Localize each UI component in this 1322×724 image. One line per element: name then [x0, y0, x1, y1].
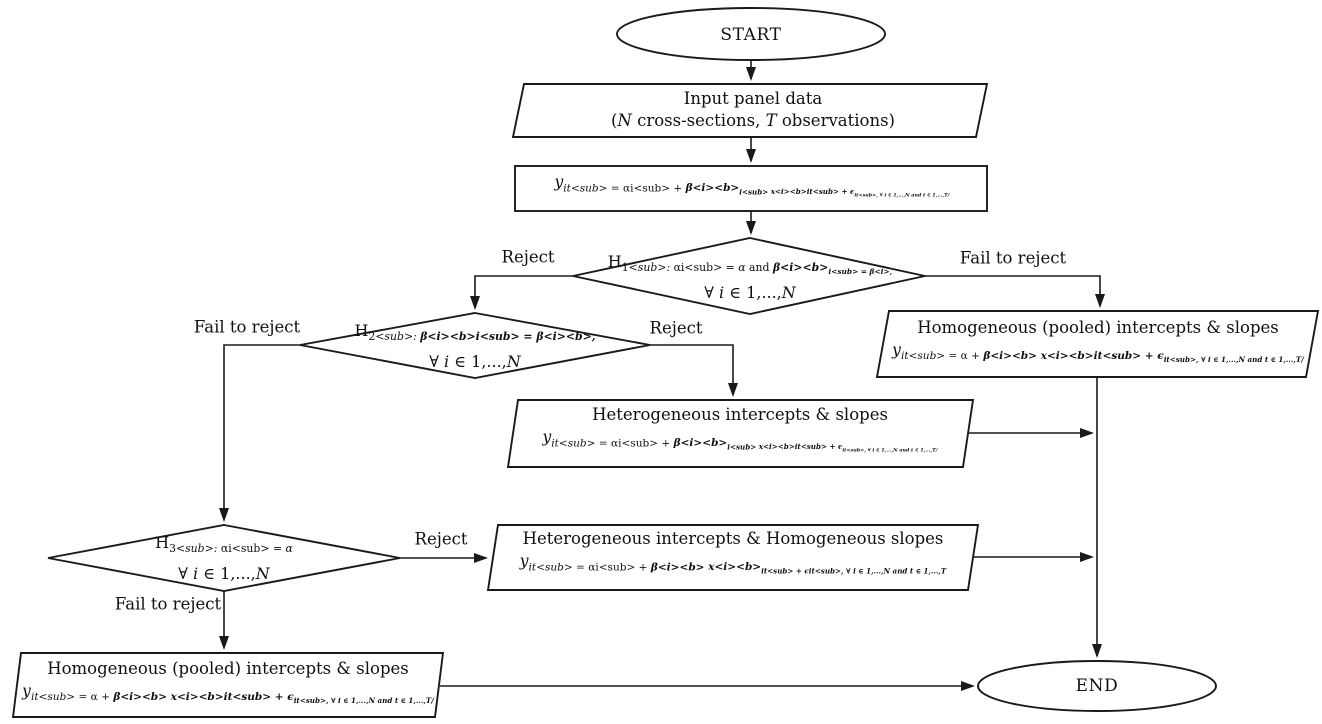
pooled-right-equation: $y_{it<sub> = \alpha + \beta<i><b> x<i><b>it<sub> + \epsilon_{it<sub>, \forall i \in 1,...,N and t \in 1,...,T/}}$ [892, 340, 1304, 365]
h1-line1: $H_{1<sub>: \alpha i<sub> = \alpha and \beta<i><b>_{i<sub> = \beta<i>,}}$ [607, 251, 893, 277]
pooled-right-node [892, 317, 1304, 371]
h3-decision-node [155, 532, 293, 584]
arrow-h2-reject-to-heterogeneous [648, 345, 733, 395]
heterogeneous-node [542, 404, 937, 462]
h3-reject-label: Reject [414, 529, 468, 549]
h1-reject-label: Reject [501, 247, 555, 267]
het-hom-node [520, 528, 947, 586]
h1-decision-node [608, 251, 892, 303]
het-hom-equation: $y_{it<sub> = \alpha i<sub> + \beta<i><b> x<i><b>_{it<sub> + \epsilon it<sub>, \forall i \in 1,...,N and t \in 1,...,T}}$ [519, 552, 947, 576]
h2-decision-node [354, 320, 595, 372]
h2-reject-label: Reject [649, 318, 703, 338]
pooled-right-title: Homogeneous (pooled) intercepts & slopes [917, 317, 1279, 337]
start-node: START [720, 25, 782, 45]
end-node: END [1075, 676, 1119, 696]
het-hom-title: Heterogeneous intercepts & Homogeneous slopes [522, 529, 944, 549]
input-data-line2: (N cross-sections, T observations) [610, 111, 896, 130]
arrow-h1-fail-to-pooled-right [923, 276, 1100, 306]
h3-line2: ∀ i ∈ 1,...,N [178, 564, 270, 584]
h2-line2: ∀ i ∈ 1,...,N [429, 352, 521, 372]
h3-line1: $H_{3<sub>: \alpha i<sub> = \alpha}$ [155, 532, 293, 556]
h2-fail-label: Fail to reject [193, 317, 301, 337]
arrow-h1-reject-to-h2 [475, 276, 575, 308]
model-equation-node: $y_{it<sub> = \alpha i<sub> + \beta<i><b>_{i<sub> x<i><b>it<sub> + \epsilon_{it<sub>, \forall i \in 1,...,N and t \in 1,...,T/}}}$ [554, 173, 950, 199]
heterogeneous-equation: $y_{it<sub> = \alpha i<sub> + \beta<i><b>_{i<sub> x<i><b>it<sub> + \epsilon_{it<sub>, \forall i \in 1,...,N and t \in 1,...,T/}}}$ [542, 428, 938, 454]
h2-line1: $H_{2<sub>: \beta<i><b>i<sub> = \beta<i><b>,}$ [354, 320, 596, 344]
pooled-bottom-title: Homogeneous (pooled) intercepts & slopes [47, 658, 409, 678]
h1-fail-label: Fail to reject [959, 248, 1067, 268]
input-data-line1: Input panel data [683, 89, 823, 108]
pooled-bottom-equation: $y_{it<sub> = \alpha + \beta<i><b> x<i><b>it<sub> + \epsilon_{it<sub>, \forall i \in 1,...,N and t \in 1,...,T/}}$ [22, 681, 434, 706]
pooled-bottom-node [22, 658, 434, 712]
h3-fail-label: Fail to reject [114, 594, 222, 614]
h1-line2: ∀ i ∈ 1,...,N [704, 283, 796, 303]
input-data-node [611, 88, 895, 132]
arrow-h2-fail-to-h3 [224, 345, 302, 520]
heterogeneous-title: Heterogeneous intercepts & slopes [592, 405, 888, 425]
